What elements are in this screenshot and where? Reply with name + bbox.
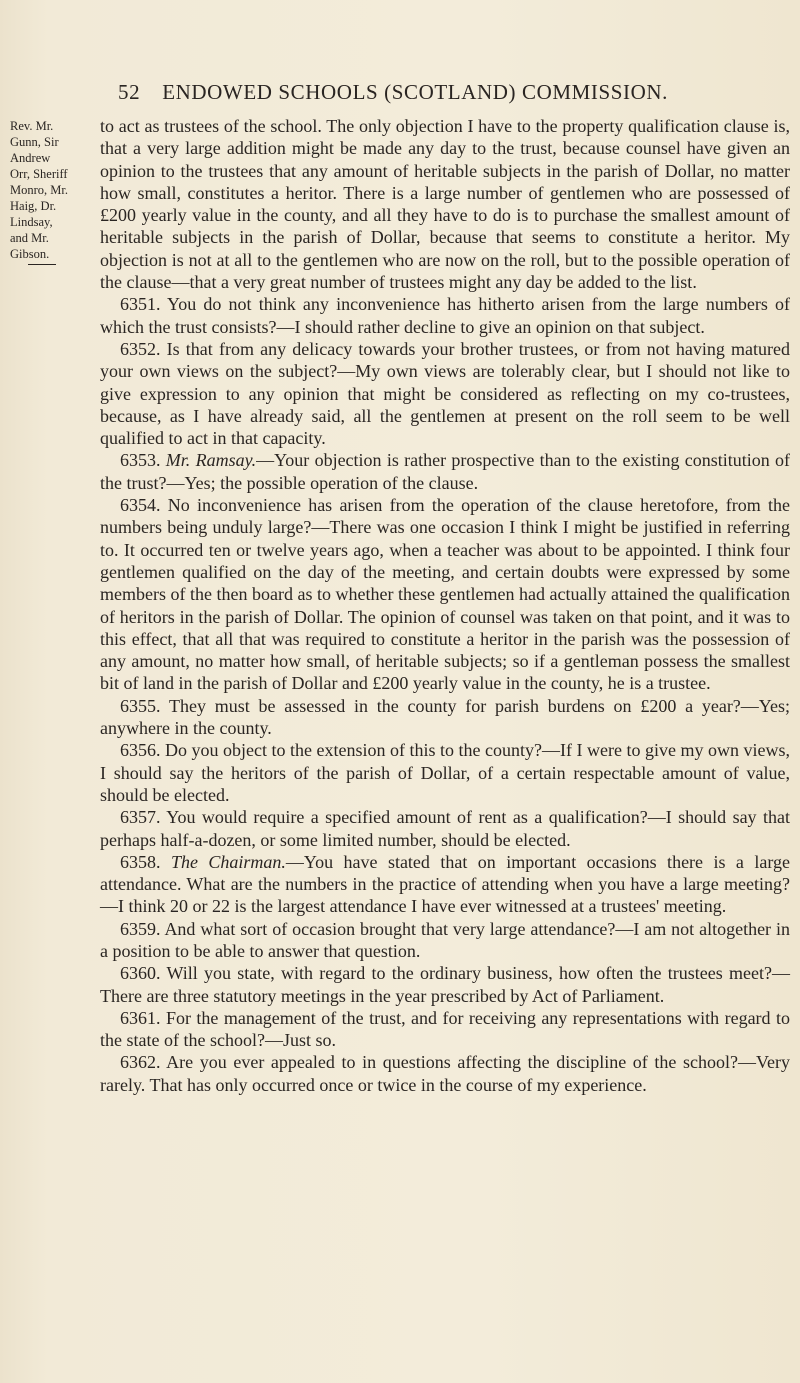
question-text: You do not think any inconvenience has hitherto arisen from the large numbers of which the trust consists?—I should rather decline to give an opinion on that subject.	[100, 294, 790, 337]
question-6353	[100, 449, 790, 494]
question-text: You would require a specified amount of rent as a qualification?—I should say that perhaps half-a-dozen, or some limited number, should be elected.	[100, 807, 790, 850]
question-6356	[100, 739, 790, 806]
question-6361	[100, 1007, 790, 1052]
question-number: 6358.	[120, 851, 161, 872]
question-number: 6356.	[120, 740, 161, 761]
margin-note-rule	[28, 264, 56, 265]
question-number: 6359.	[120, 918, 161, 939]
page-number: 52	[118, 80, 141, 104]
margin-note-line: Haig, Dr.	[10, 199, 57, 213]
answer-text: to act as trustees of the school. The only objection I have to the property qualification clause is, that a very large addition might be made any day to the trust, because counsel have given an opinion to the trustees that any amount of heritable subjects in the parish of Dollar, no matter how small, constitutes a heritor. There is a large number of gentlemen who are possessed of £200 yearly value in the county, and all they have to do is to purchase the smallest amount of heritable subjects in the parish of Dollar, because that seems to constitute a heritor. My objection is not at all to the gentlemen who are now on the roll, but to the possible operation of the clause—that a very great number of trustees might any day be added to the list.	[100, 116, 790, 293]
question-6355	[100, 695, 790, 740]
margin-note-line: Monro, Mr.	[10, 183, 68, 197]
question-number: 6361.	[120, 1007, 161, 1028]
question-text: They must be assessed in the county for parish burdens on £200 a year?—Yes; anywhere in the county.	[100, 695, 790, 739]
running-title: ENDOWED SCHOOLS (SCOTLAND) COMMISSION.	[162, 80, 669, 104]
margin-note-line: and Mr.	[10, 231, 49, 245]
question-6358	[100, 851, 790, 918]
speaker-name: The Chairman.	[170, 851, 286, 872]
question-6362	[100, 1051, 790, 1096]
margin-note-line: Orr, Sheriff	[10, 167, 68, 181]
question-6352	[100, 338, 790, 449]
question-text: —You have stated that on important occasions there is a large attendance. What are the numbers in the practice of attending when you have a large meeting?—I think 20 or 22 is the largest attendance I have ever witnessed at a trustees' meeting.	[100, 851, 790, 917]
question-number: 6354.	[120, 495, 161, 516]
question-6360	[100, 962, 790, 1007]
question-6354	[100, 494, 790, 695]
question-6351	[100, 293, 790, 338]
question-text: And what sort of occasion brought that very large attendance?—I am not altogether in a position to be able to answer that question.	[100, 918, 790, 961]
question-number: 6357.	[120, 807, 161, 828]
question-text: —Your objection is rather prospective than to the existing constitution of the trust?—Yes; the possible operation of the clause.	[100, 450, 791, 493]
question-text: Will you state, with regard to the ordinary business, how often the trustees meet?—There are three statutory meetings in the year prescribed by Act of Parliament.	[100, 963, 790, 1006]
margin-note-line: Andrew	[10, 151, 51, 165]
margin-note-line: Gunn, Sir	[10, 135, 59, 149]
question-text: Do you object to the extension of this to the county?—If I were to give my own views, I should say the heritors of the parish of Dollar, of a certain respectable amount of value, should be elected.	[100, 740, 791, 805]
question-number: 6352.	[120, 338, 161, 359]
margin-note-line: Lindsay,	[10, 215, 53, 229]
question-6359	[100, 918, 790, 963]
question-number: 6362.	[120, 1052, 161, 1073]
testimony-body	[100, 115, 790, 1096]
question-text: For the management of the trust, and for receiving any representations with regard to the state of the school?—Just so.	[100, 1007, 790, 1051]
question-number: 6353.	[120, 450, 161, 471]
question-text: Are you ever appealed to in questions affecting the discipline of the school?—Very rarely. That has only occurred once or twice in the course of my experience.	[100, 1052, 790, 1095]
question-text: Is that from any delicacy towards your brother trustees, or from not having matured your own views on the subject?—My own views are tolerably clear, but I should not like to give expression to any opinion that might be considered as reflecting on my co-trustees, because, as I have already said, all the gentlemen at present on the roll seem to be well qualified to act in that capacity.	[100, 338, 790, 449]
margin-note-witnesses	[10, 118, 86, 265]
question-6357	[100, 806, 790, 851]
speaker-name: Mr. Ramsay.	[165, 450, 257, 471]
question-number: 6351.	[120, 294, 161, 315]
margin-note-line: Rev. Mr.	[10, 119, 54, 133]
question-text: No inconvenience has arisen from the operation of the clause heretofore, from the numbers being unduly large?—There was one occasion I think I might be justified in referring to. It occurred ten or twelve years ago, when a teacher was about to be appointed. I think four gentlemen qualified on the day of the meeting, and certain doubts were expressed by some members of the then board as to whether these gentlemen had actually attained the qualification of heritors in the parish of Dollar. The opinion of counsel was taken on that point, and it was to this effect, that all that was required to constitute a heritor in the parish was the possession of any amount, no matter how small, of heritable subjects; so if a gentleman possess the smallest bit of land in the parish of Dollar and £200 yearly value in the county, he is a trustee.	[100, 495, 790, 694]
paragraph-continued	[100, 115, 790, 293]
margin-note-line: Gibson.	[10, 247, 50, 261]
page-header	[118, 80, 718, 105]
question-number: 6360.	[120, 963, 161, 984]
question-number: 6355.	[120, 695, 161, 716]
